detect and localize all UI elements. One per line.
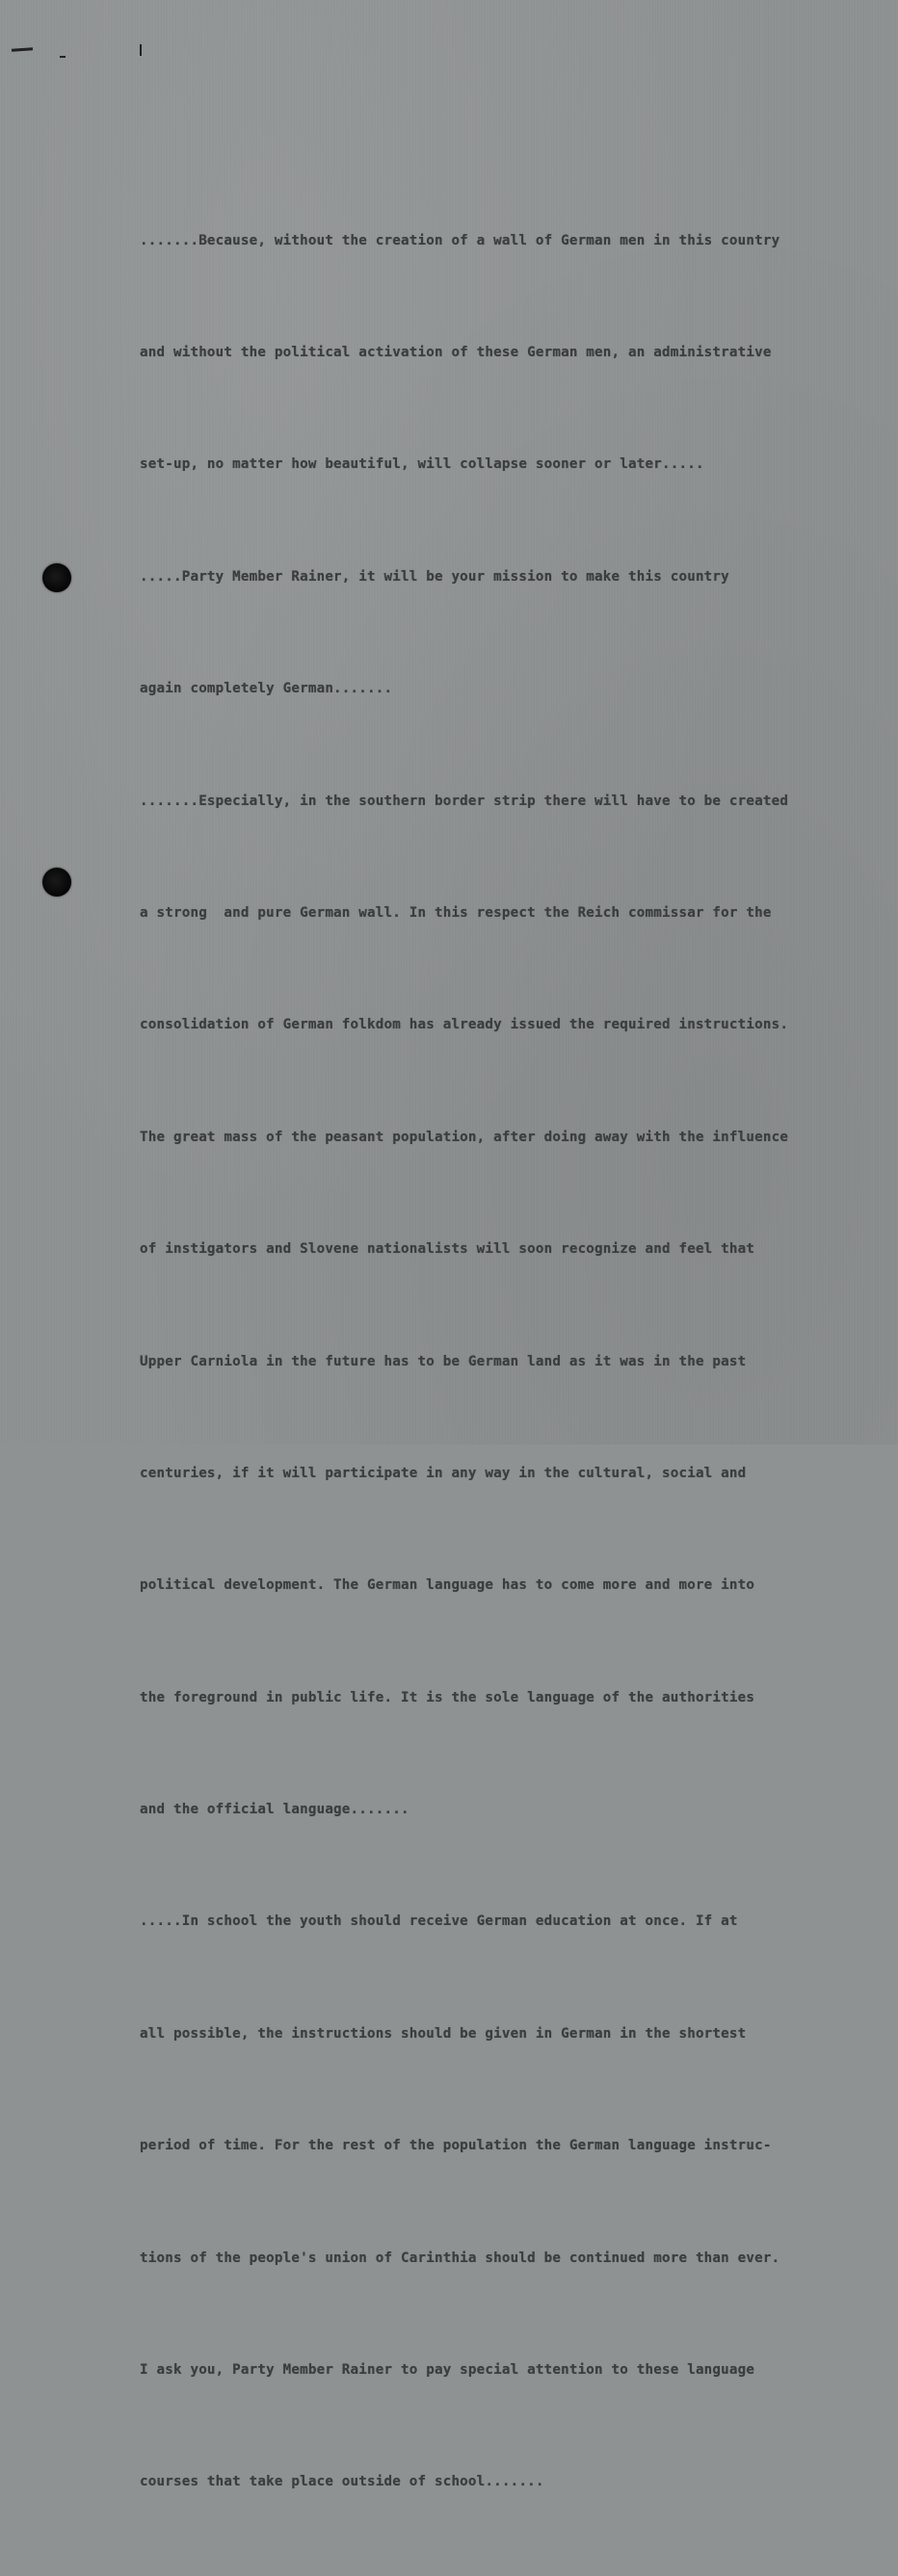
text-line: centuries, if it will participate in any way in the cultural, social and (140, 1465, 747, 1481)
text-line: .....Party Member Rainer, it will be your mission to make this country (140, 568, 729, 585)
text-line: and without the political activation of these German men, an administrative (140, 344, 772, 360)
text-line: consolidation of German folkdom has already issued the required instructions. (140, 1017, 789, 1033)
punch-hole (42, 563, 71, 592)
text-line: a strong and pure German wall. In this respect the Reich commissar for the (140, 904, 772, 921)
ink-mark (12, 47, 33, 52)
typed-text-body (140, 147, 872, 2576)
ink-mark (140, 44, 142, 56)
text-line: all possible, the instructions should be given in German in the shortest (140, 2025, 747, 2042)
text-line: I ask you, Party Member Rainer to pay special attention to these language (140, 2362, 755, 2379)
text-line: and the official language....... (140, 1802, 409, 1818)
text-line: tions of the people's union of Carinthia should be continued more than ever. (140, 2250, 780, 2266)
text-line: Upper Carniola in the future has to be German land as it was in the past (140, 1353, 747, 1369)
text-line: the foreground in public life. It is the sole language of the authorities (140, 1689, 755, 1705)
text-line: set-up, no matter how beautiful, will collapse sooner or later..... (140, 456, 704, 473)
text-line: The great mass of the peasant population, after doing away with the influence (140, 1129, 789, 1145)
text-line: .......Especially, in the southern border strip there will have to be created (140, 793, 789, 809)
punch-hole (42, 868, 71, 897)
text-line: of instigators and Slovene nationalists will soon recognize and feel that (140, 1241, 755, 1258)
text-line: again completely German....... (140, 681, 393, 697)
text-line: political development. The German language has to come more and more into (140, 1577, 755, 1594)
text-line: courses that take place outside of school....... (140, 2474, 544, 2490)
ink-mark (60, 56, 66, 58)
text-line: .......Because, without the creation of a wall of German men in this country (140, 232, 780, 248)
text-line: .....In school the youth should receive German education at once. If at (140, 1913, 738, 1930)
text-line: period of time. For the rest of the population the German language instruc- (140, 2138, 772, 2154)
